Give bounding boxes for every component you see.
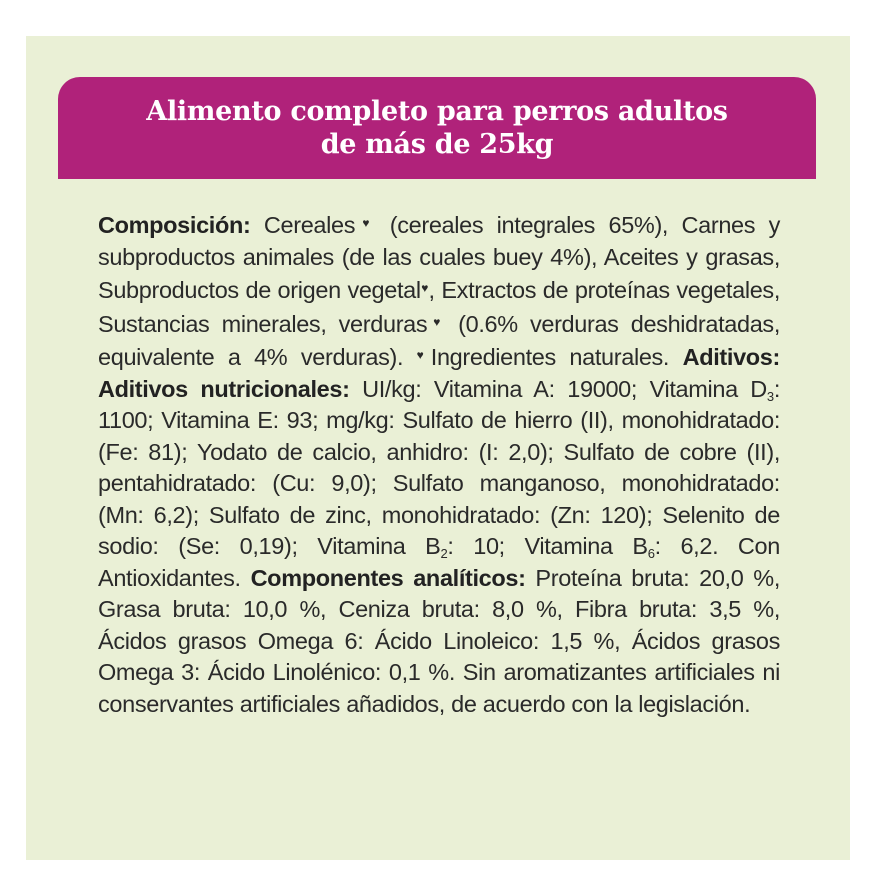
heart-icon: ♥ bbox=[355, 216, 377, 230]
label-panel bbox=[26, 36, 850, 860]
title-banner bbox=[58, 77, 816, 179]
heart-icon: ♥ bbox=[416, 348, 431, 362]
composition-text-2: (cereales integrales 65%), Carnes y subproductos animales (de las cuales buey 4%), Aceites y grasas, Subproductos de origen vegetal bbox=[98, 212, 780, 303]
analytics-label: Componentes analíticos: bbox=[250, 564, 526, 591]
heart-icon: ♥ bbox=[427, 314, 447, 329]
composition-text-1: Cereales bbox=[250, 212, 356, 238]
composition-text-3: , Extractos de proteínas vegetales, Sustancias minerales, verduras bbox=[98, 277, 781, 337]
additives-label: Aditivos: Aditivos nutricionales: bbox=[98, 344, 781, 402]
additives-text-4: : 6,2. Con Antioxidantes. bbox=[98, 533, 780, 591]
ingredients-text bbox=[98, 208, 780, 720]
title-line-1: Alimento completo para perros adultos bbox=[146, 96, 728, 127]
additives-text-1: UI/kg: Vitamina A: 19000; Vitamina D bbox=[349, 375, 767, 402]
subscript-2: 2 bbox=[440, 546, 448, 561]
additives-text-3: : 10; Vitamina B bbox=[447, 533, 648, 559]
subscript-3: 3 bbox=[766, 388, 774, 404]
subscript-6: 6 bbox=[647, 546, 655, 561]
composition-text-5: Ingredientes naturales. bbox=[430, 344, 683, 370]
composition-text-4: (0.6% verduras deshidratadas, equivalente a 4% verduras). bbox=[98, 310, 780, 370]
analytics-text: Proteína bruta: 20,0 %, Grasa bruta: 10,0 %, Ceniza bruta: 8,0 %, Fibra bruta: 3,5 %, Ácidos grasos Omega 6: Ácido Linoleico: 1,5 %, Ácidos grasos Omega 3: Ácido Linolénico: 0,1 %. Sin aromatizantes artificiales ni conservantes artificiales añadidos, de acuerdo con la legislación. bbox=[98, 564, 780, 717]
title-line-2: de más de 25kg bbox=[320, 129, 554, 160]
composition-label: Composición: bbox=[98, 212, 251, 238]
heart-icon: ♥ bbox=[420, 281, 429, 295]
additives-text-2: : 1100; Vitamina E: 93; mg/kg: Sulfato de hierro (II), monohidratado: (Fe: 81); Yodato de calcio, anhidro: (I: 2,0); Sulfato de cobre (II), pentahidratado: (Cu: 9,0); Sulfato manganoso, monohidratado: (Mn: 6,2); Sulfato de zinc, monohidratado: (Zn: 120); Selenito de sodio: (Se: 0,19); Vitamina B bbox=[98, 375, 780, 559]
